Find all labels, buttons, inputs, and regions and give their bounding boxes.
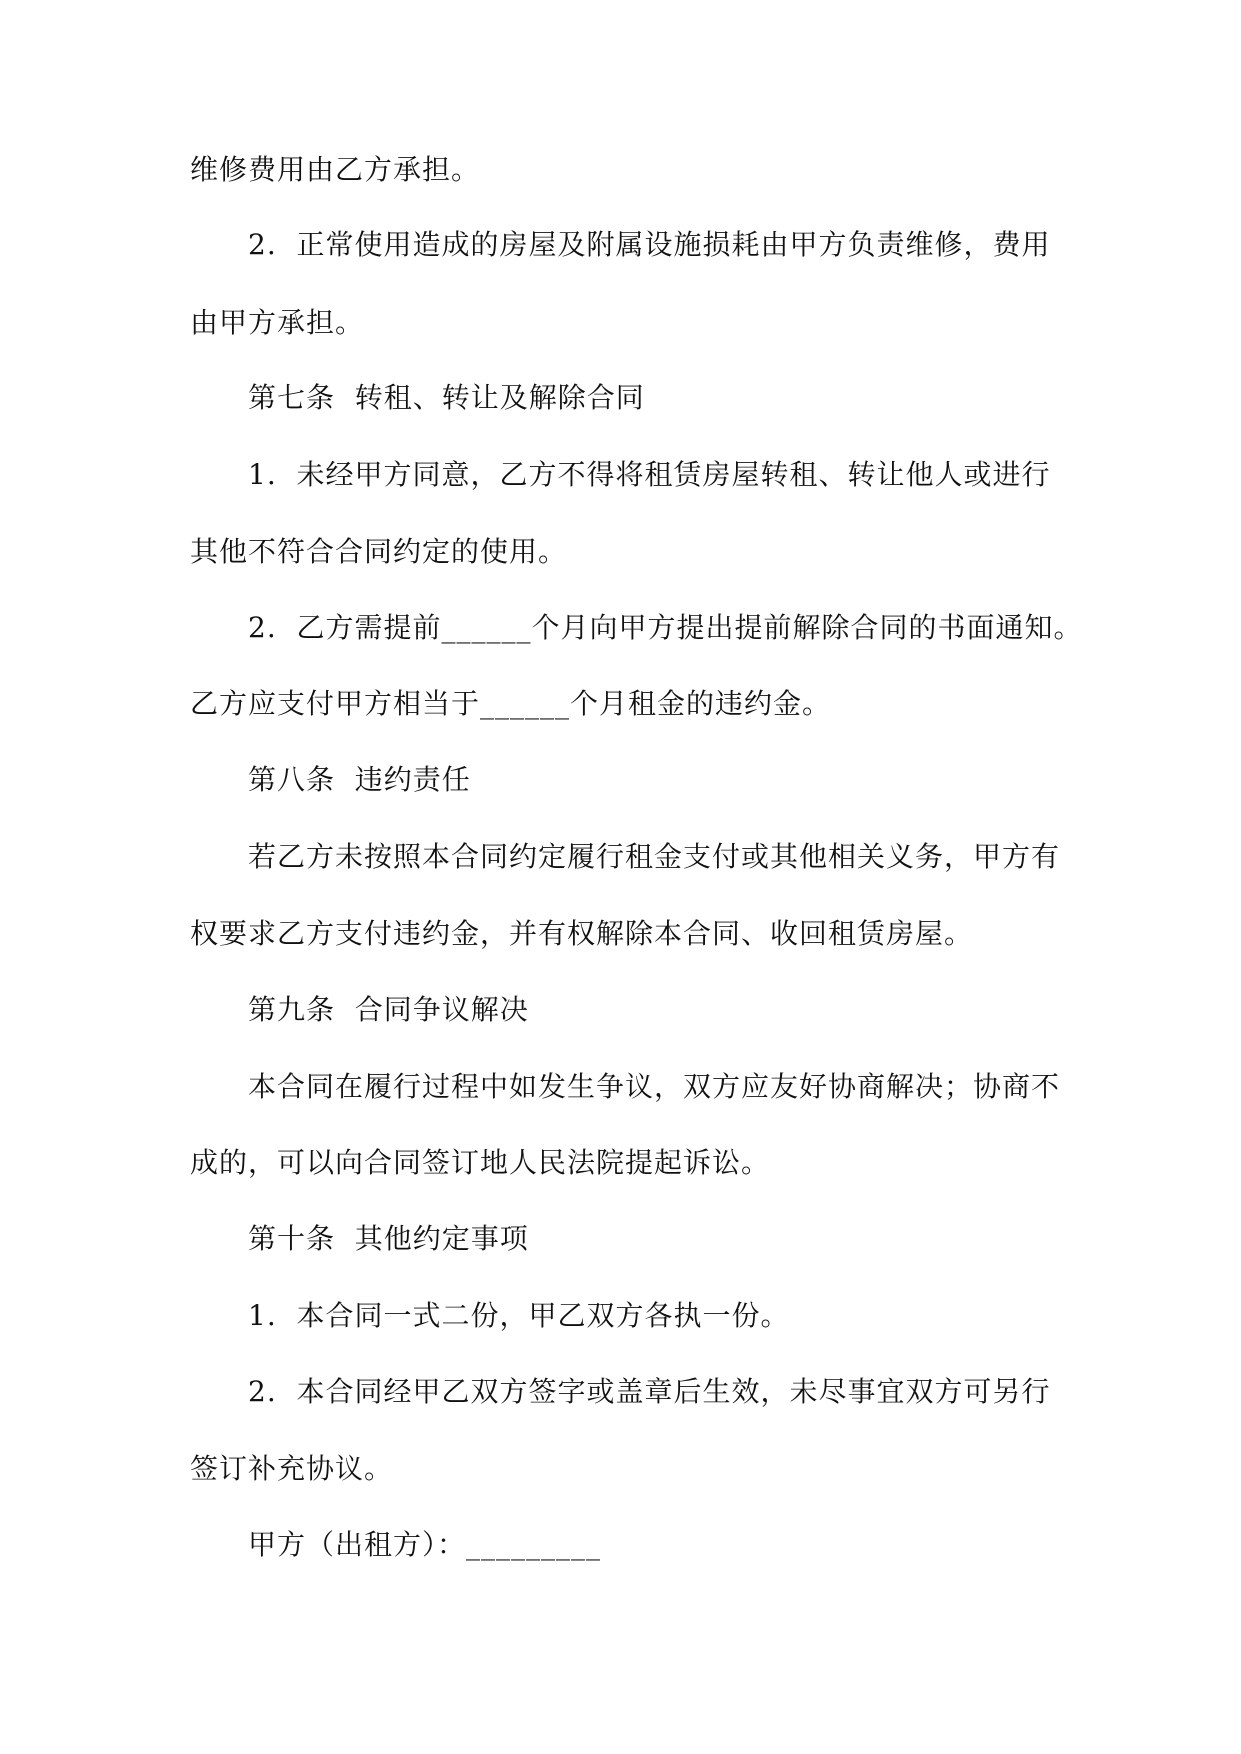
text-line: 其他不符合合同约定的使用。 (190, 535, 568, 568)
signature-line: 甲方（出租方）：_________ (248, 1528, 602, 1561)
section-heading: 第十条 其他约定事项 (248, 1222, 529, 1255)
section-heading: 第九条 合同争议解决 (248, 993, 529, 1026)
text-line: 乙方应支付甲方相当于______个月租金的违约金。 (190, 687, 832, 720)
text-line: 2. 正常使用造成的房屋及附属设施损耗由甲方负责维修，费用 (248, 228, 1051, 261)
text-line: 权要求乙方支付违约金，并有权解除本合同、收回租赁房屋。 (190, 917, 974, 950)
section-heading: 第八条 违约责任 (248, 763, 471, 796)
text-line: 1. 未经甲方同意，乙方不得将租赁房屋转租、转让他人或进行 (248, 458, 1051, 491)
text-line: 1. 本合同一式二份，甲乙双方各执一份。 (248, 1299, 790, 1332)
text-line: 2. 本合同经甲乙双方签字或盖章后生效，未尽事宜双方可另行 (248, 1375, 1051, 1408)
text-line: 若乙方未按照本合同约定履行租金支付或其他相关义务，甲方有 (248, 840, 1061, 873)
text-line: 成的，可以向合同签订地人民法院提起诉讼。 (190, 1146, 771, 1179)
section-heading: 第七条 转租、转让及解除合同 (248, 381, 645, 414)
text-line: 2. 乙方需提前______个月向甲方提出提前解除合同的书面通知。 (248, 611, 1083, 644)
text-line: 维修费用由乙方承担。 (190, 153, 481, 186)
text-line: 由甲方承担。 (190, 306, 365, 339)
text-line: 签订补充协议。 (190, 1452, 394, 1485)
text-line: 本合同在履行过程中如发生争议，双方应友好协商解决；协商不 (248, 1070, 1061, 1103)
